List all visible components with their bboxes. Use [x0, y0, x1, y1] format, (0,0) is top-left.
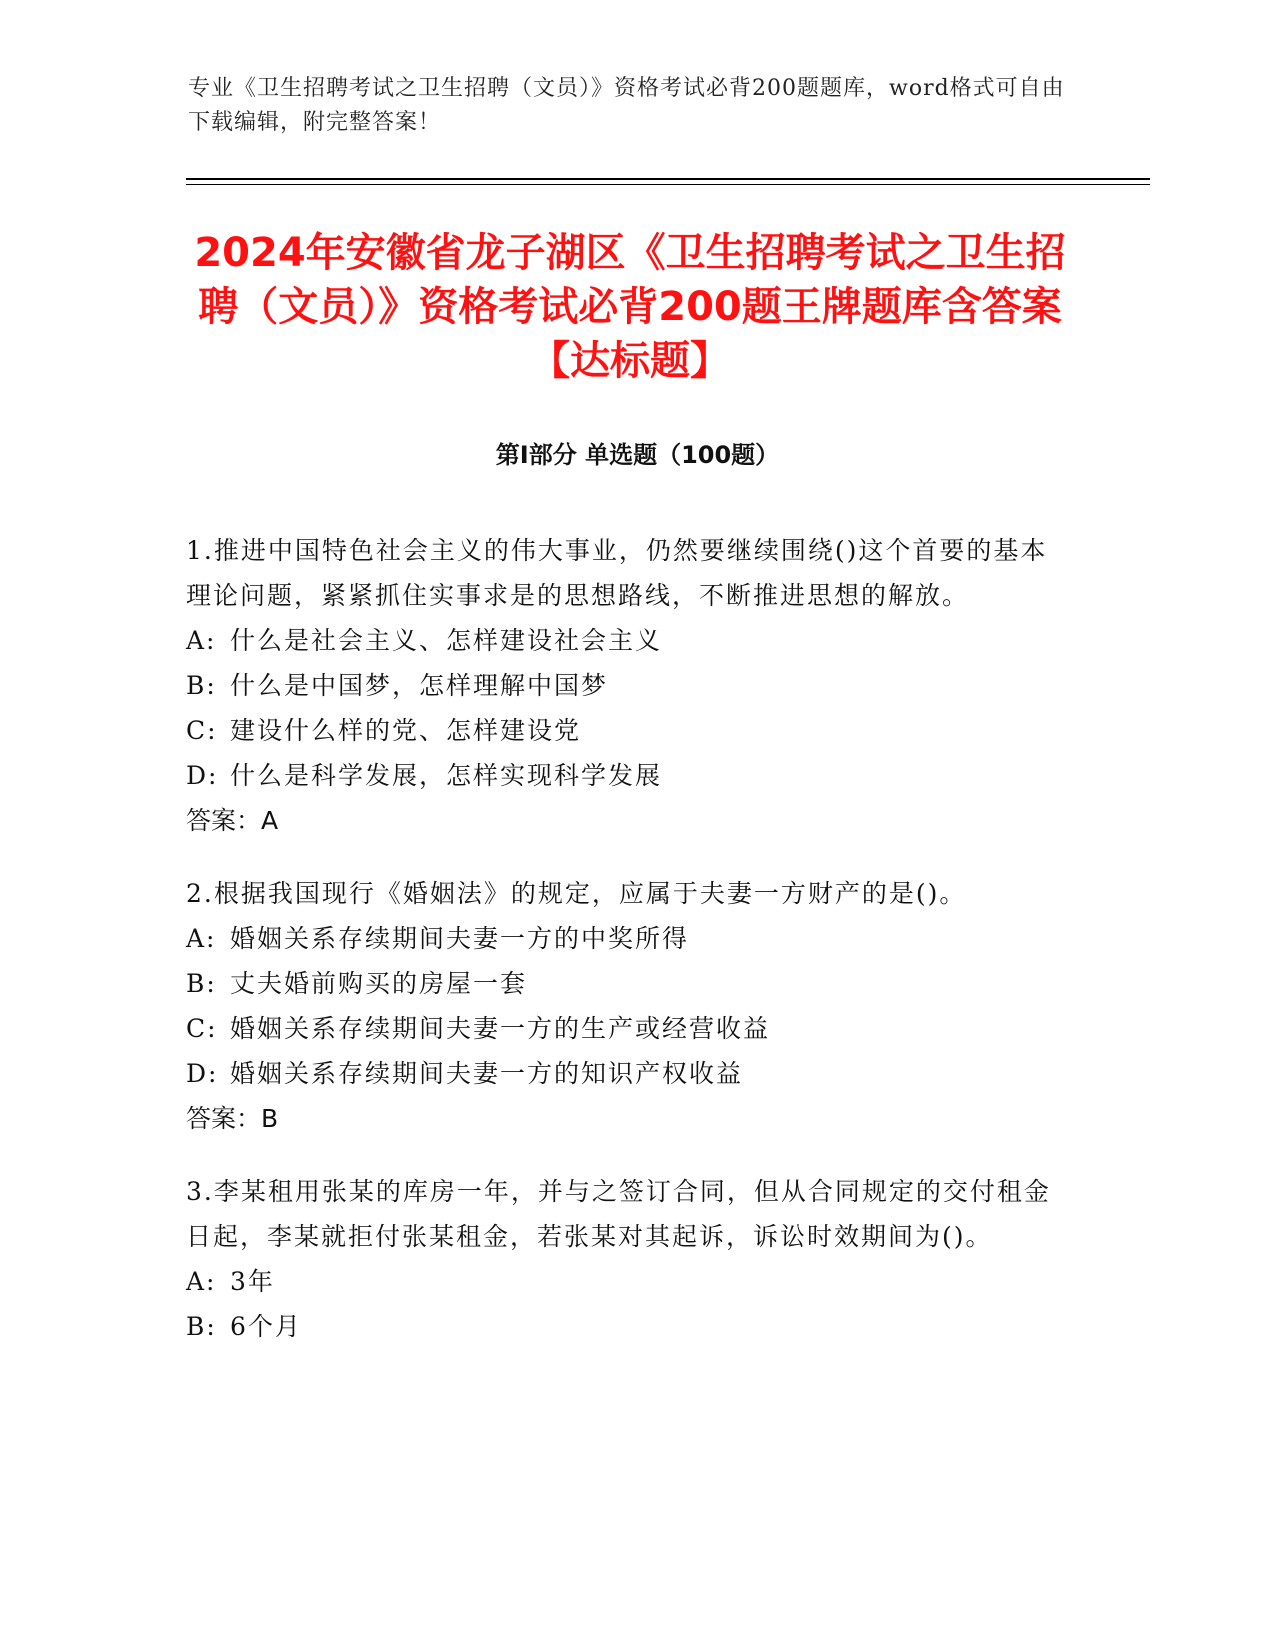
option-key: A: — [186, 924, 217, 953]
option-c — [186, 708, 1066, 753]
option-key: C: — [186, 1014, 218, 1043]
option-d — [186, 1051, 1066, 1096]
option-a — [186, 618, 1066, 663]
question-list — [186, 528, 1066, 1377]
option-a — [186, 1259, 1066, 1304]
option-key: D: — [186, 1059, 219, 1088]
option-text: 什么是社会主义、怎样建设社会主义 — [230, 626, 663, 655]
section-title: 第Ⅰ部分 单选题（100题） — [495, 441, 780, 469]
option-key: A: — [186, 626, 217, 655]
option-key: A: — [186, 1267, 217, 1296]
question-stem: 2.根据我国现行《婚姻法》的规定，应属于夫妻一方财产的是()。 — [186, 879, 967, 908]
option-key: B: — [186, 1312, 217, 1341]
option-text: 建设什么样的党、怎样建设党 — [230, 716, 582, 745]
option-text: 婚姻关系存续期间夫妻一方的中奖所得 — [230, 924, 690, 953]
option-c — [186, 1006, 1066, 1051]
option-b — [186, 663, 1066, 708]
answer: 答案：B — [186, 1104, 279, 1133]
option-key: B: — [186, 671, 217, 700]
option-d — [186, 753, 1066, 798]
option-key: B: — [186, 969, 217, 998]
question-2 — [186, 871, 1066, 1141]
question-3 — [186, 1169, 1066, 1349]
option-text: 什么是中国梦，怎样理解中国梦 — [230, 671, 609, 700]
option-a — [186, 916, 1066, 961]
option-text: 6个月 — [230, 1312, 302, 1341]
option-text: 丈夫婚前购买的房屋一套 — [230, 969, 528, 998]
option-key: C: — [186, 716, 218, 745]
answer: 答案：A — [186, 806, 279, 835]
header-rule-thick — [186, 178, 1150, 180]
question-stem: 3.李某租用张某的库房一年，并与之签订合同，但从合同规定的交付租金日起，李某就拒付张某租金，若张某对其起诉，诉讼时效期间为()。 — [186, 1177, 1051, 1251]
option-text: 婚姻关系存续期间夫妻一方的生产或经营收益 — [230, 1014, 771, 1043]
header-rule-thin — [186, 184, 1150, 185]
question-stem: 1.推进中国特色社会主义的伟大事业，仍然要继续围绕()这个首要的基本理论问题，紧紧抓住实事求是的思想路线，不断推进思想的解放。 — [186, 536, 1048, 610]
document-title: 2024年安徽省龙子湖区《卫生招聘考试之卫生招聘（文员）》资格考试必背200题王牌题库含答案【达标题】 — [194, 230, 1066, 384]
question-1 — [186, 528, 1066, 843]
option-text: 3年 — [230, 1267, 275, 1296]
option-key: D: — [186, 761, 219, 790]
option-b — [186, 961, 1066, 1006]
header-note: 专业《卫生招聘考试之卫生招聘（文员）》资格考试必背200题题库，word格式可自由下载编辑，附完整答案！ — [188, 76, 1065, 135]
option-text: 婚姻关系存续期间夫妻一方的知识产权收益 — [230, 1059, 744, 1088]
option-b — [186, 1304, 1066, 1349]
option-text: 什么是科学发展，怎样实现科学发展 — [230, 761, 663, 790]
